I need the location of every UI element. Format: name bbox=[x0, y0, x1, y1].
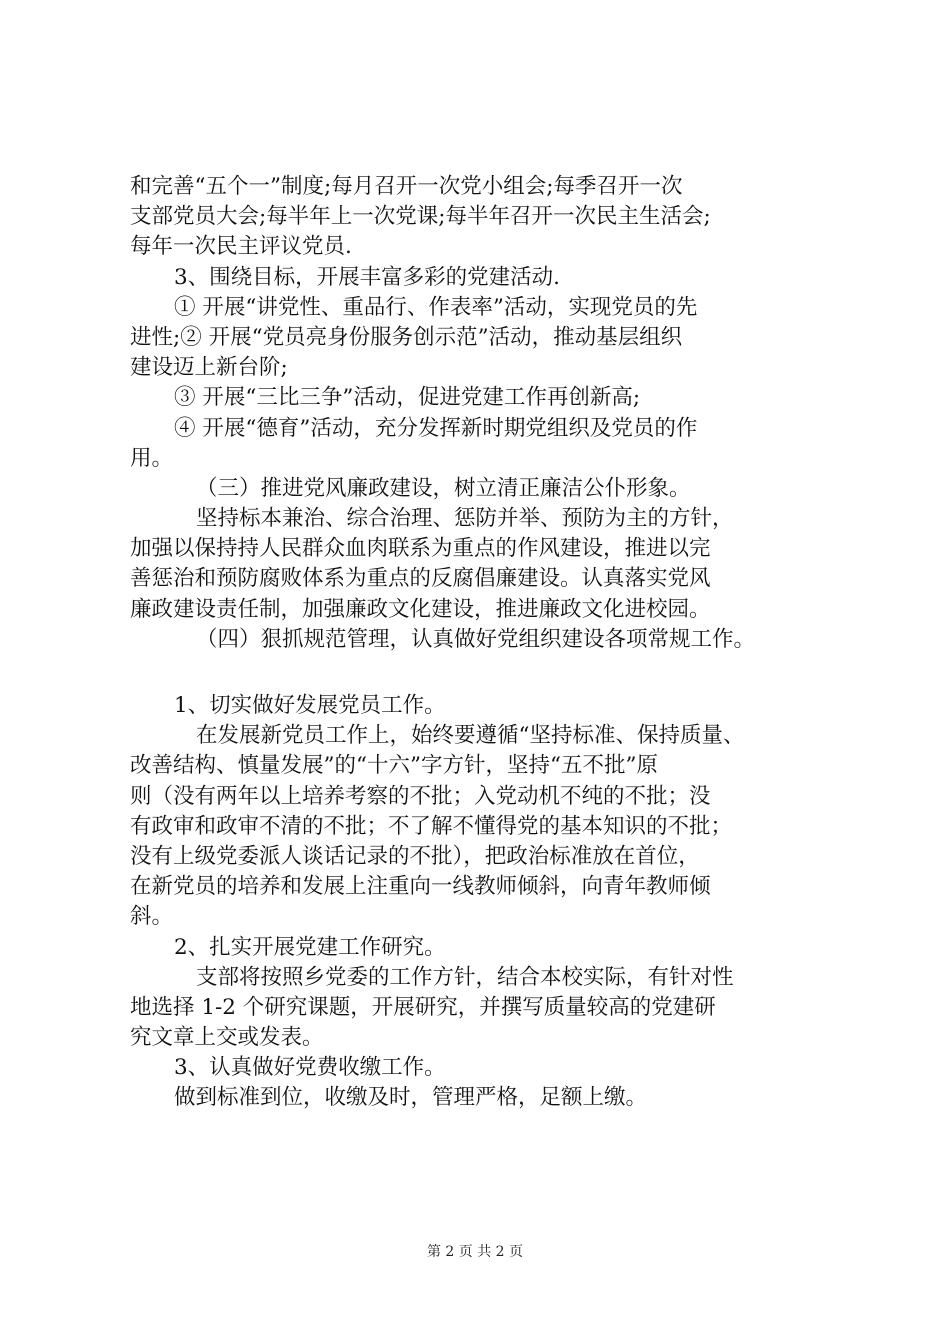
text-line: 改善结构、慎量发展”的“十六”字方针，坚持“五不批”原 bbox=[130, 753, 658, 779]
document-body bbox=[130, 172, 835, 1114]
text-line: 进性;② 开展“党员亮身份服务创示范”活动，推动基层组织 bbox=[130, 324, 683, 350]
section-heading: （四）狠抓规范管理，认真做好党组织建设各项常规工作。 bbox=[196, 626, 756, 652]
text-line: 在新党员的培养和发展上注重向一线教师倾斜，向青年教师倾 bbox=[130, 874, 711, 900]
text-line: 在发展新党员工作上，始终要遵循“坚持标准、保持质量、 bbox=[196, 723, 745, 749]
text-line: 善惩治和预防腐败体系为重点的反腐倡廉建设。认真落实党风 bbox=[130, 566, 711, 592]
text-line: 坚持标本兼治、综合治理、惩防并举、预防为主的方针， bbox=[196, 506, 734, 532]
text-line: 做到标准到位，收缴及时，管理严格，足额上缴。 bbox=[174, 1085, 648, 1111]
text-line: 建设迈上新台阶; bbox=[130, 355, 288, 381]
text-line: 用。 bbox=[130, 445, 174, 471]
text-line: 有政审和政审不清的不批；不了解不懂得党的基本知识的不批； bbox=[130, 813, 733, 839]
text-line: ① 开展“讲党性、重品行、作表率”活动，实现党员的先 bbox=[174, 294, 698, 320]
text-line: 则（没有两年以上培养考察的不批；入党动机不纯的不批；没 bbox=[130, 783, 711, 809]
text-line: ④ 开展“德育”活动，充分发挥新时期党组织及党员的作 bbox=[174, 415, 698, 441]
blank-line bbox=[130, 655, 835, 691]
text-line: ③ 开展“三比三争”活动，促进党建工作再创新高; bbox=[174, 385, 641, 411]
text-line: 廉政建设责任制，加强廉政文化建设，推进廉政文化进校园。 bbox=[130, 596, 711, 622]
section-heading: 2、扎实开展党建工作研究。 bbox=[174, 934, 446, 960]
text-line: 支部党员大会;每半年上一次党课;每半年召开一次民主生活会; bbox=[130, 204, 711, 230]
text-line: 没有上级党委派人谈话记录的不批），把政治标准放在首位， bbox=[130, 843, 700, 869]
text-line: 究文章上交或发表。 bbox=[130, 1025, 324, 1051]
section-heading: 1、切实做好发展党员工作。 bbox=[174, 693, 446, 718]
text-line: 支部将按照乡党委的工作方针，结合本校实际，有针对性 bbox=[196, 964, 734, 990]
section-heading: 3、围绕目标，开展丰富多彩的党建活动. bbox=[174, 264, 561, 290]
text-line: 斜。 bbox=[130, 904, 174, 930]
text-line: 地选择 1-2 个研究课题，开展研究，并撰写质量较高的党建研 bbox=[130, 994, 716, 1020]
text-line: 加强以保持持人民群众血肉联系为重点的作风建设，推进以完 bbox=[130, 536, 711, 562]
section-heading: 3、认真做好党费收缴工作。 bbox=[174, 1055, 446, 1081]
text-line: 每年一次民主评议党员. bbox=[130, 234, 352, 260]
section-heading: （三）推进党风廉政建设，树立清正廉洁公仆形象。 bbox=[196, 475, 691, 501]
page-footer: 第 2 页 共 2 页 bbox=[426, 1244, 524, 1260]
text-line: 和完善“五个一”制度;每月召开一次党小组会;每季召开一次 bbox=[130, 174, 683, 199]
